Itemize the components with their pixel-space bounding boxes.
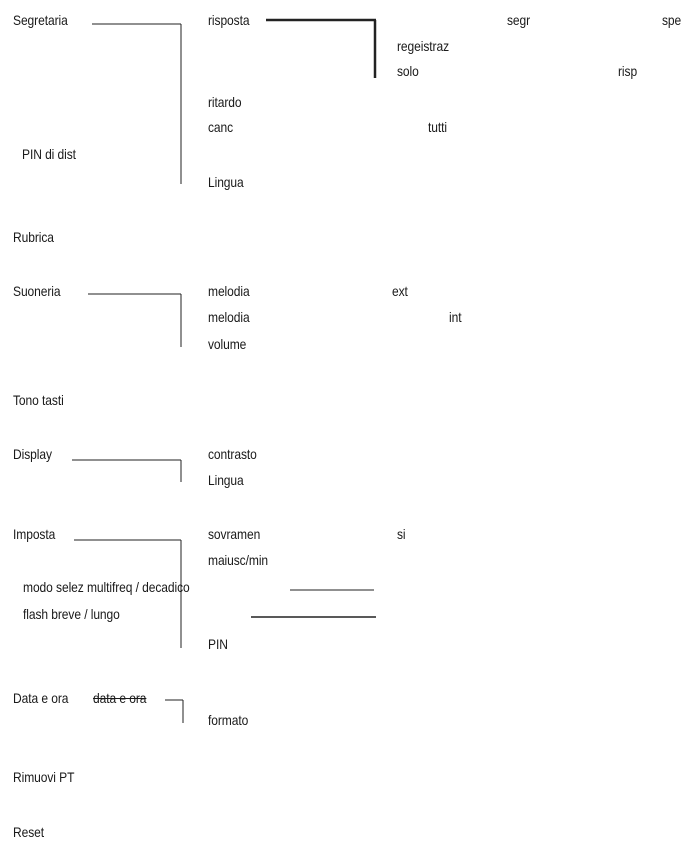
- imposta-label: Imposta: [13, 526, 56, 542]
- melodia-int-label: melodia: [208, 309, 250, 325]
- rimuovi-pt-label: Rimuovi PT: [13, 769, 75, 785]
- display-lingua-label: Lingua: [208, 472, 244, 488]
- data-e-ora-struck-label: data e ora: [93, 690, 147, 706]
- segr-label: segr: [507, 12, 531, 28]
- imposta-pin-label: PIN: [208, 636, 228, 652]
- reset-label: Reset: [13, 824, 45, 840]
- tutti-label: tutti: [428, 119, 447, 135]
- segreteria-lingua-label: Lingua: [208, 174, 244, 190]
- melodia-ext-label: melodia: [208, 283, 250, 299]
- formato-label: formato: [208, 712, 249, 728]
- contrasto-label: contrasto: [208, 446, 257, 462]
- pin-di-dist-label: PIN di dist: [22, 146, 76, 162]
- ext-label: ext: [392, 283, 408, 299]
- sovramen-label: sovramen: [208, 526, 261, 542]
- canc-label: canc: [208, 119, 234, 135]
- rubrica-label: Rubrica: [13, 229, 54, 245]
- volume-label: volume: [208, 336, 247, 352]
- regeistraz-label: regeistraz: [397, 38, 450, 54]
- segreteria-label: Segretaria: [13, 12, 68, 28]
- display-label: Display: [13, 446, 52, 462]
- data-e-ora-label: Data e ora: [13, 690, 69, 706]
- modo-selez-label: modo selez multifreq / decadico: [23, 579, 190, 595]
- ritardo-label: ritardo: [208, 94, 242, 110]
- risp-label: risp: [618, 63, 638, 79]
- solo-label: solo: [397, 63, 419, 79]
- tono-tasti-label: Tono tasti: [13, 392, 64, 408]
- suoneria-label: Suoneria: [13, 283, 61, 299]
- maiusc-min-label: maiusc/min: [208, 552, 269, 568]
- int-label: int: [449, 309, 462, 325]
- spe-label: spe: [662, 12, 682, 28]
- si-label: si: [397, 526, 406, 542]
- flash-label: flash breve / lungo: [23, 606, 120, 622]
- risposta-label: risposta: [208, 12, 250, 28]
